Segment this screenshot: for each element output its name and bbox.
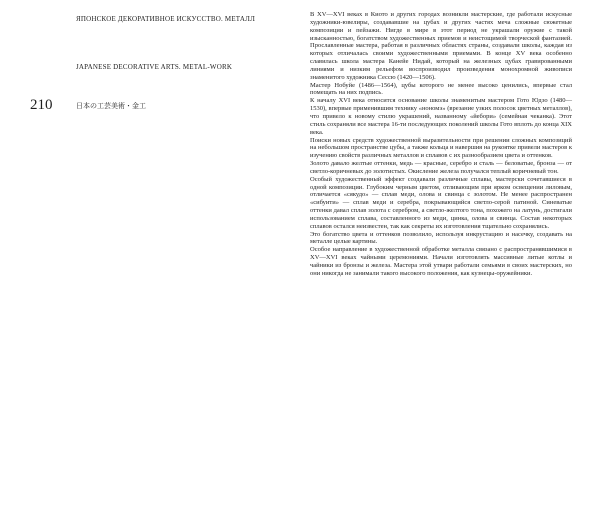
paragraph-alloys: Особый художественный эффект создавали различные сплавы, мастерски сочетавшиеся в одной композиции. Глубоким черным цветом, отливающим при ярком освещении лиловым, отличается «сякудо» — сплав меди, олова и свинца с золотом. Не менее распространен «сибуити» — сплав меди и серебра, покрывающийся светло-серой патиной. Синеватые оттенки давал сплав золота с серебром, а светло-желтого тона, похожего на латунь, достигали использованием сплава, составленного из меди, цинка, олова и свинца. Состав некоторых сплавов остался неизвестен, так как секреты их изготовления тщательно сохранялись. — [310, 175, 572, 230]
paragraph-goto-school: К началу XVI века относится основание школы знаменитым мастером Гото Юдзо (1480—1530), впервые применившим технику «нономэ» (врезание узких полосок цветных металлов), что привело к новому стилю украшений, названному «йебори» (семейная чеканка). Этот стиль сохраняли все мастера 16-ти последующих поколений школы Гото вплоть до конца XIX века. — [310, 97, 572, 136]
page-number: 210 — [30, 97, 53, 113]
paragraph-metal-colors: Золото давало желтые оттенки, медь — красные, серебро и сталь — беловатые, бронза — от светло-коричневых до золотистых. Окисление железа получался теплый коричневый тон. — [310, 160, 572, 175]
running-header-russian: ЯПОНСКОЕ ДЕКОРАТИВНОЕ ИСКУССТВО. МЕТАЛЛ — [76, 15, 256, 23]
paragraph-inlay: Это богатство цвета и оттенков позволило, используя инкрустацию и насечку, создавать на металле целые картины. — [310, 230, 572, 246]
right-page-body-text — [310, 11, 572, 278]
paragraph-nobuie: Мастер Нобуйе (1486—1564), цубы которого не менее высоко ценились, впервые стал помещать на них подпись. — [310, 81, 572, 97]
paragraph-alloys-search: Поиски новых средств художественной выразительности при решении сложных композиций на небольшом пространстве цубы, а также кольца и навершия на рукоятке привели мастеров к изучению свойств различных металлов и сплавов с их разнообразием цвета и оттенков. — [310, 136, 572, 160]
paragraph-workshops: В XV—XVI веках в Киото и других городах возникли мастерские, где работали искусные художники-ювелиры, создававшие на цубах и других частях меча сложные сюжетные композиции и пейзажи. Нигде в мире в этот период не украшали оружие с такой изысканностью, богатством художественных приемов и неистощимой творческой фантазией. Прославленные мастера, работая в различных областях страны, создавали школы, каждая из которых отличалась своими художественными приемами. В конце XV века особенно славилась школа мастера Канейе Нидай, который на железных цубах гравированными линиями и низким рельефом воспроизводил произведения монохромной живописи знаменитого художника Сессю (1420—1506). — [310, 11, 572, 81]
running-header-english: JAPANESE DECORATIVE ARTS. METAL-WORK — [76, 63, 233, 71]
paragraph-tea-ceremony: Особое направление в художественной обработке металла связано с распространявшимися в XV—XVI веках чайными церемониями. Начали изготовлять массивные литые котлы и чайники из бронзы и железа. Мастера этой утвари работали семьями в своих мастерских, но они никогда не занимали такого высокого положения, как кузнецы-оружейники. — [310, 246, 572, 277]
running-header-japanese: 日本の工芸美術・金工 — [76, 102, 146, 110]
